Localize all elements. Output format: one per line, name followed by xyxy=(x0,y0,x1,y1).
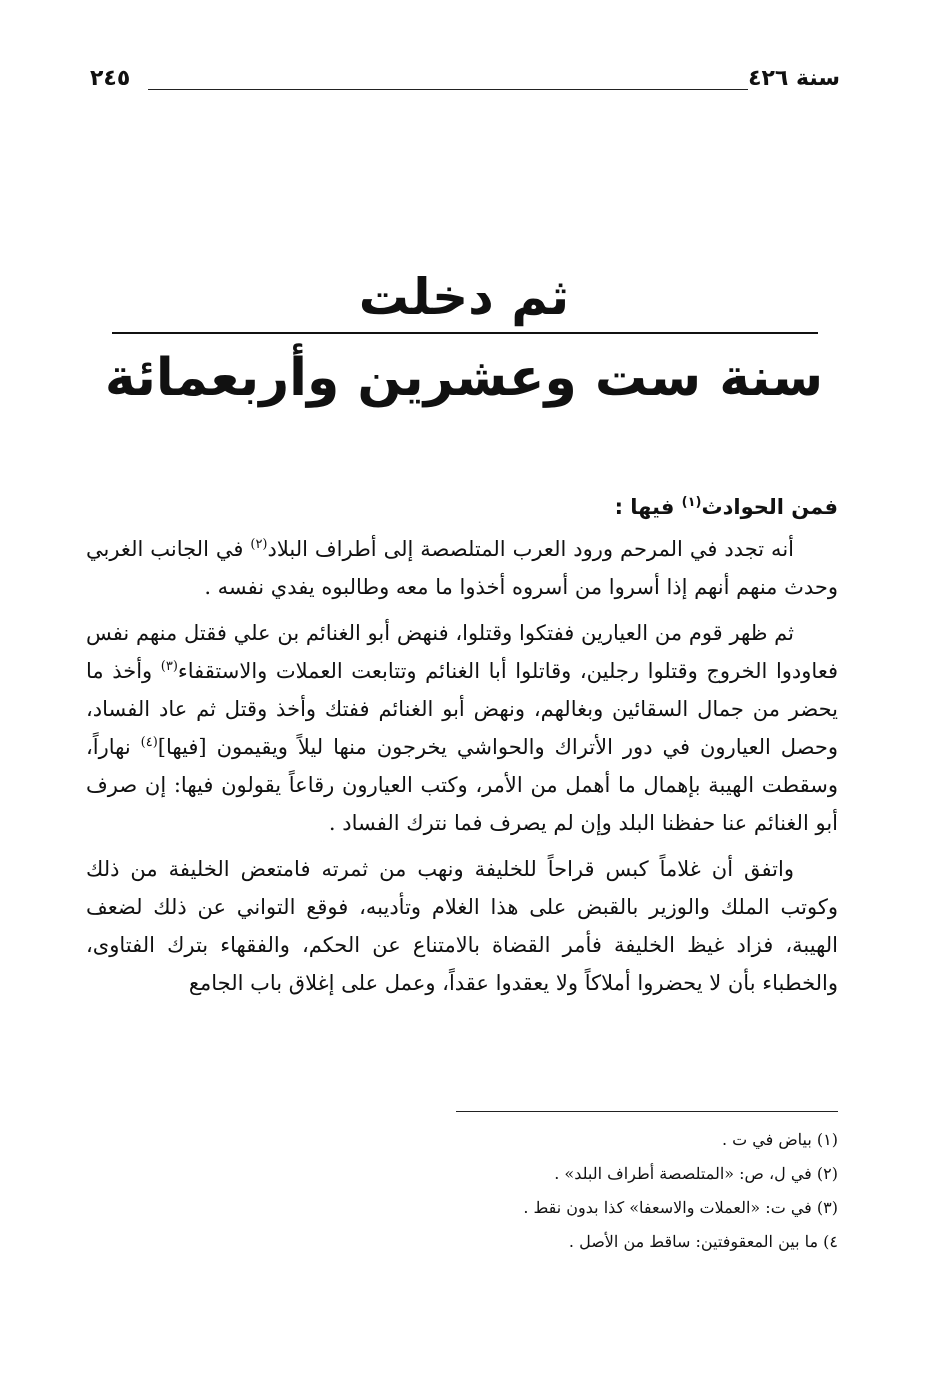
running-header-year: سنة ٤٢٦ xyxy=(748,66,840,91)
footnote-ref-4: (٤) xyxy=(140,735,158,750)
footnote-4: ٤) ما بين المعقوفتين: ساقط من الأصل . xyxy=(568,1232,838,1251)
footnote-1: (١) بياض في ت . xyxy=(721,1130,838,1149)
paragraph-2-b: وأخذ ما يحضر من جمال السقائين وبغالهم، ونهض أبو الغنائم ففتك وأخذ وقتل ثم عاد الفساد، وحصل العيارون في دور الأتراك والحواشي يخرجون منها ليلاً ويقيمون [فيها] xyxy=(86,659,838,759)
header-rule xyxy=(148,89,748,90)
footnote-rule xyxy=(456,1111,838,1112)
chapter-title-line1: ثم دخلت xyxy=(358,268,570,326)
main-text xyxy=(86,488,838,1010)
lead-tail: فيها : xyxy=(614,495,682,519)
page-number: ٢٤٥ xyxy=(90,66,131,91)
paragraph-2-a: ثم ظهر قوم من العيارين ففتكوا وقتلوا، فنهض أبو الغنائم بن علي فقتل منهم نفس فعاودوا الخروج وقتلوا رجلين، وقاتلوا أبا الغنائم وتتابعت العملات والاستقفاء xyxy=(86,621,838,683)
paragraph-2-c: نهاراً، وسقطت الهيبة بإهمال ما أهمل من الأمر، وكتب العيارون رقاعاً يقولون فيها: إن صرف أبو الغنائم عنا حفظنا البلد وإن لم يصرف فما نترك الفساد . xyxy=(86,735,838,835)
lead-text: فمن الحوادث xyxy=(701,495,838,519)
footnote-ref-1: (١) xyxy=(681,495,702,510)
paragraph-1 xyxy=(86,530,838,606)
paragraph-3: واتفق أن غلاماً كبس قراحاً للخليفة ونهب من ثمرته فامتعض الخليفة من ذلك وكوتب الملك والوزير بالقبض على هذا الغلام وتأديبه، فوقع التواني عن ذلك لضعف الهيبة، فزاد غيظ الخليفة فأمر القضاة بالامتناع عن الحكم، والفقهاء بترك الفتاوى، والخطباء بأن لا يحضروا أملاكاً ولا يعقدوا عقداً، وعمل على إغلاق باب الجامع xyxy=(86,857,838,995)
section-lead xyxy=(86,488,838,526)
title-divider xyxy=(112,332,818,334)
footnotes xyxy=(86,1123,838,1259)
footnote-ref-2: (٢) xyxy=(250,537,268,552)
paragraph-1-b: في الجانب الغربي وحدث منهم أنهم إذا أسروا من أسروه أخذوا ما معه وطالبوه يفدي نفسه . xyxy=(86,537,838,599)
paragraph-2 xyxy=(86,614,838,842)
footnote-2: (٢) في ل، ص: «المتلصصة أطراف البلد» . xyxy=(554,1164,838,1183)
running-header xyxy=(90,66,840,106)
paragraph-1-a: أنه تجدد في المرحم ورود العرب المتلصصة إلى أطراف البلاد xyxy=(267,537,794,561)
chapter-title-line2: سنة ست وعشرين وأربعمائة xyxy=(104,348,824,408)
footnote-ref-3: (٣) xyxy=(160,659,178,674)
footnote-3: (٣) في ت: «العملات والاسعفا» كذا بدون نقط . xyxy=(523,1198,838,1217)
